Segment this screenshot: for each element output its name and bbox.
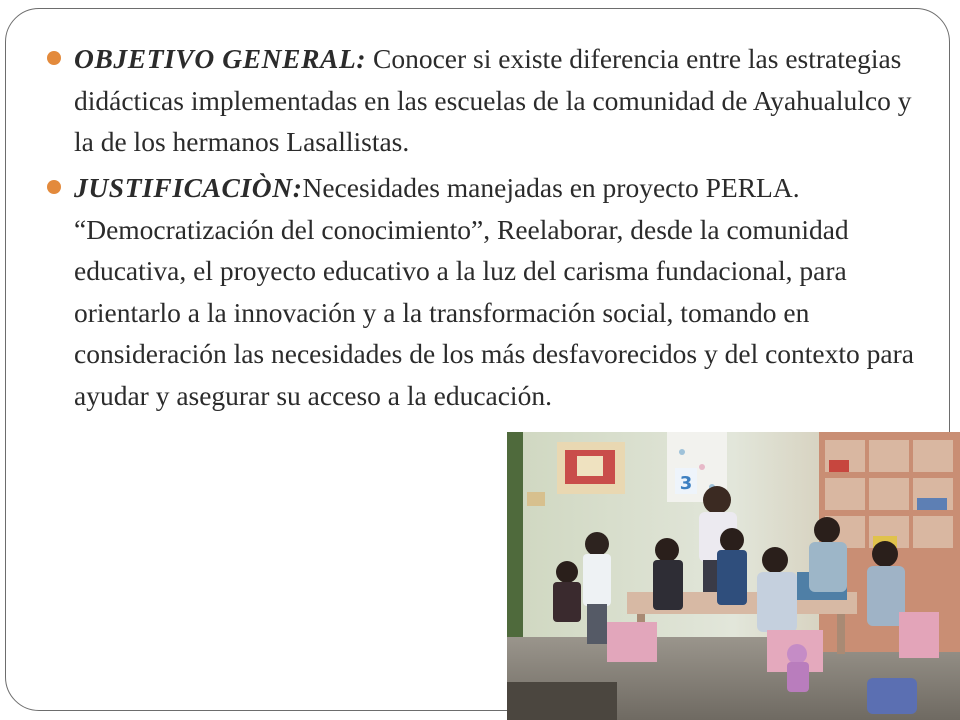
bullet-justificacion-text: Necesidades manejadas en proyecto PERLA. “Democratización del conocimiento”, Reelaborar, desde la comunidad educativa, el proyecto educativo a la luz del carisma fundacional, para orientarlo a la innovación y a la transformación social, tomando en consideración las necesidades de los más desfavorecidos y del contexto para ayudar y asegurar su acceso a la educación.: [74, 172, 914, 411]
bullet-objetivo-text: Conocer si existe diferencia entre las estrategias didácticas implementadas en las escuelas de la comunidad de Ayahualulco y la de los hermanos Lasallistas.: [74, 43, 912, 157]
poster-number: 3: [679, 473, 693, 494]
classroom-photo: [507, 432, 960, 720]
bullet-objetivo: [74, 38, 924, 163]
bullet-justificacion: [74, 167, 924, 416]
bullet-dot-icon: [47, 51, 61, 65]
bullet-dot-icon: [47, 180, 61, 194]
bullet-justificacion-lead: JUSTIFICACIÒN:: [74, 172, 303, 203]
bullet-objetivo-lead: OBJETIVO GENERAL:: [74, 43, 367, 74]
